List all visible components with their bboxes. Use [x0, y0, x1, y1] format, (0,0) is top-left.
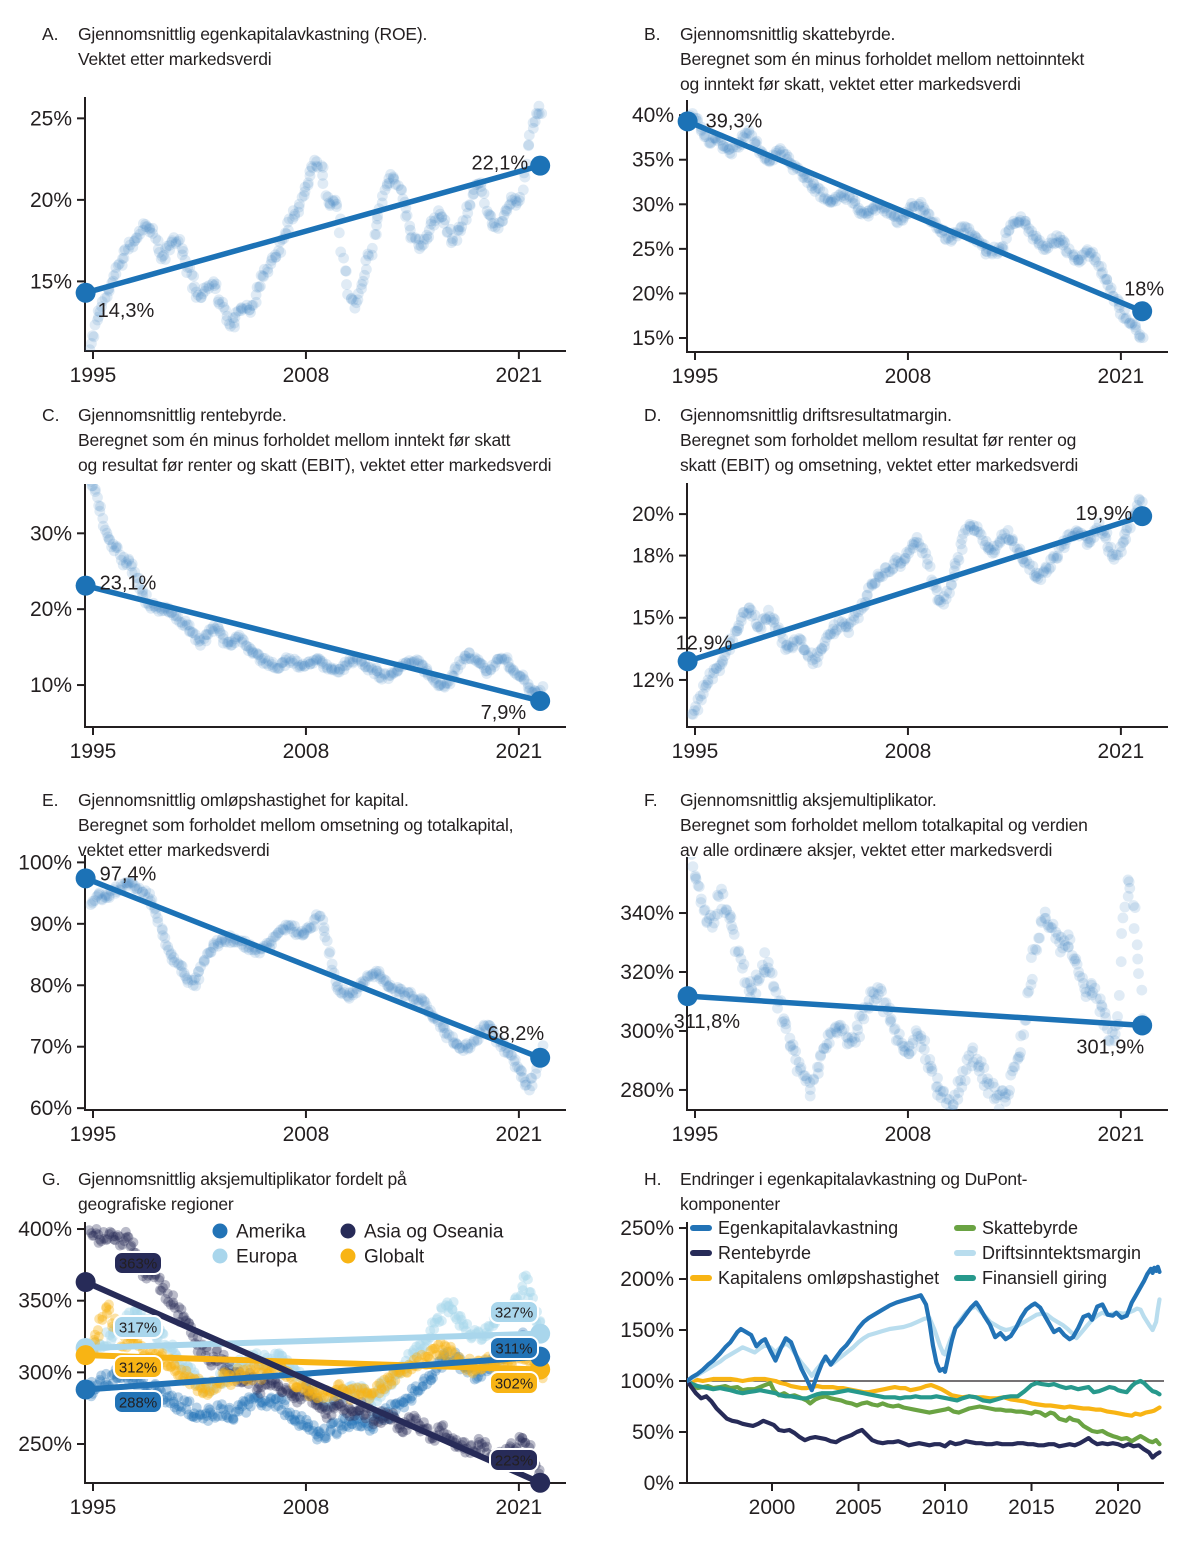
legend-label: Europa — [236, 1246, 298, 1268]
svg-text:363%: 363% — [118, 1255, 158, 1273]
legend-label: Driftsinntektsmargin — [982, 1243, 1142, 1263]
legend — [690, 1218, 1141, 1288]
title-line: Gjennomsnittlig driftsresultatmargin. — [680, 405, 952, 425]
panel-dupont-endringer — [602, 1155, 1203, 1551]
title-line: Gjennomsnittlig aksjemultiplikator fordelt på — [78, 1169, 407, 1189]
svg-text:1995: 1995 — [69, 740, 117, 763]
trend-value-label: 23,1% — [99, 572, 157, 595]
panel-letter: B. — [644, 24, 661, 44]
title-line: Beregnet som forholdet mellom omsetning og totalkapital, — [78, 815, 514, 835]
trend-start-dot — [76, 1380, 96, 1400]
title-line: og inntekt før skatt, vektet etter markedsverdi — [680, 74, 1021, 94]
svg-text:1995: 1995 — [69, 1496, 117, 1519]
svg-text:60%: 60% — [29, 1097, 72, 1121]
trend-end-dot — [1132, 506, 1152, 526]
trend-start-dot — [76, 283, 96, 303]
panel-skattebyrde — [602, 0, 1203, 385]
svg-text:20%: 20% — [631, 503, 674, 527]
legend-dash — [690, 1225, 712, 1231]
trend-start-dot — [678, 111, 698, 131]
panel-omlopshastighet — [0, 770, 601, 1155]
trend-end-dot — [1132, 301, 1152, 321]
svg-text:2008: 2008 — [282, 1496, 330, 1519]
svg-text:200%: 200% — [620, 1268, 674, 1292]
svg-text:2010: 2010 — [921, 1496, 969, 1519]
svg-text:150%: 150% — [620, 1319, 674, 1343]
svg-text:90%: 90% — [29, 912, 72, 936]
svg-text:1995: 1995 — [671, 740, 719, 763]
svg-text:2008: 2008 — [884, 740, 932, 763]
svg-text:80%: 80% — [29, 974, 72, 998]
trend-end-dot — [1132, 1015, 1152, 1035]
trend-start-dot — [76, 868, 96, 888]
svg-text:250%: 250% — [620, 1217, 674, 1241]
legend-dash — [690, 1275, 712, 1281]
title-line: Vektet etter markedsverdi — [78, 49, 272, 69]
svg-text:18%: 18% — [631, 544, 674, 568]
svg-text:400%: 400% — [18, 1218, 72, 1242]
svg-text:35%: 35% — [631, 148, 674, 172]
svg-text:25%: 25% — [631, 237, 674, 261]
trend-value-label: 18% — [1124, 278, 1165, 301]
trend-value-label: 39,3% — [705, 110, 763, 133]
svg-text:2000: 2000 — [748, 1496, 796, 1519]
svg-text:20%: 20% — [29, 598, 72, 622]
svg-text:280%: 280% — [620, 1078, 674, 1102]
title-line: Beregnet som én minus forholdet mellom nettoinntekt — [680, 49, 1085, 69]
svg-text:2021: 2021 — [1097, 1123, 1145, 1146]
legend-label: Globalt — [364, 1246, 425, 1268]
svg-text:300%: 300% — [18, 1361, 72, 1385]
scatter-cloud — [686, 849, 1148, 1118]
panel-letter: C. — [42, 405, 60, 425]
svg-text:40%: 40% — [631, 104, 674, 128]
svg-text:317%: 317% — [118, 1319, 158, 1337]
trend-start-dot — [76, 576, 96, 596]
title-line: Gjennomsnittlig rentebyrde. — [78, 405, 287, 425]
trend-end-dot — [530, 1473, 550, 1493]
legend-dot — [341, 1249, 356, 1264]
panel-letter: G. — [42, 1169, 61, 1189]
svg-text:100%: 100% — [620, 1370, 674, 1394]
svg-text:20%: 20% — [631, 282, 674, 306]
legend — [213, 1222, 504, 1268]
svg-text:30%: 30% — [29, 522, 72, 546]
svg-text:2008: 2008 — [282, 740, 330, 763]
svg-text:2008: 2008 — [282, 1123, 330, 1146]
title-line: Beregnet som forholdet mellom resultat før renter og — [680, 430, 1077, 450]
series-teal — [687, 1381, 1159, 1401]
svg-text:2008: 2008 — [884, 1123, 932, 1146]
svg-text:1995: 1995 — [671, 365, 719, 385]
svg-text:2015: 2015 — [1008, 1496, 1055, 1519]
svg-text:15%: 15% — [631, 606, 674, 630]
panel-skattebyrde-title — [644, 22, 1084, 97]
legend-label: Asia og Oseania — [364, 1221, 504, 1243]
svg-text:70%: 70% — [29, 1035, 72, 1059]
svg-text:100%: 100% — [18, 851, 72, 875]
panel-aksjemultiplikator-title — [644, 788, 1088, 863]
trend-start-dot — [76, 1345, 96, 1365]
title-line: av alle ordinære aksjer, vektet etter markedsverdi — [680, 840, 1053, 860]
legend-dash — [954, 1250, 976, 1256]
title-line: Gjennomsnittlig skattebyrde. — [680, 24, 896, 44]
svg-text:2021: 2021 — [495, 740, 543, 763]
svg-text:327%: 327% — [494, 1304, 534, 1322]
panel-letter: E. — [42, 790, 59, 810]
svg-text:312%: 312% — [118, 1359, 158, 1377]
trend-value-label: 22,1% — [471, 152, 529, 175]
panel-letter: F. — [644, 790, 658, 810]
panel-driftsresultatmargin — [602, 385, 1203, 770]
svg-text:1995: 1995 — [69, 364, 117, 385]
svg-text:2021: 2021 — [495, 364, 543, 385]
svg-text:20%: 20% — [29, 188, 72, 212]
trend-end-dot — [530, 691, 550, 711]
legend-dash — [690, 1250, 712, 1256]
svg-text:2008: 2008 — [282, 364, 330, 385]
svg-text:350%: 350% — [18, 1289, 72, 1313]
legend-dash — [954, 1275, 976, 1281]
svg-text:2005: 2005 — [835, 1496, 882, 1519]
line-series — [687, 1267, 1159, 1458]
svg-text:2021: 2021 — [495, 1123, 543, 1146]
svg-text:10%: 10% — [29, 674, 72, 698]
svg-text:1995: 1995 — [671, 1123, 719, 1146]
panel-letter: H. — [644, 1169, 662, 1189]
panel-rentebyrde — [0, 385, 601, 770]
trend-value-label: 19,9% — [1075, 503, 1133, 526]
svg-text:12%: 12% — [631, 668, 674, 692]
panel-omlopshastighet-title — [42, 788, 513, 863]
svg-text:50%: 50% — [631, 1421, 674, 1445]
trend-value-label: 301,9% — [1076, 1036, 1145, 1059]
legend-dot — [213, 1249, 228, 1264]
title-line: komponenter — [680, 1194, 780, 1214]
panel-driftsresultatmargin-title — [644, 403, 1078, 478]
trend-line — [678, 111, 1153, 321]
svg-text:223%: 223% — [494, 1452, 534, 1470]
svg-text:2008: 2008 — [884, 365, 932, 385]
panel-dupont-endringer-title — [644, 1167, 1027, 1217]
legend-label: Rentebyrde — [718, 1243, 812, 1263]
legend-label: Finansiell giring — [982, 1268, 1108, 1288]
legend-label: Egenkapitalavkastning — [718, 1218, 899, 1238]
legend-label: Skattebyrde — [982, 1218, 1079, 1238]
scatter-cloud — [686, 494, 1147, 720]
series-h_lightblue — [687, 1299, 1159, 1381]
trend-end-dot — [530, 1048, 550, 1068]
svg-text:30%: 30% — [631, 193, 674, 217]
legend-label: Kapitalens omløpshastighet — [718, 1268, 940, 1288]
panel-rentebyrde-title — [42, 403, 551, 478]
title-line: geografiske regioner — [78, 1194, 234, 1214]
svg-text:2020: 2020 — [1094, 1496, 1142, 1519]
title-line: vektet etter markedsverdi — [78, 840, 270, 860]
svg-text:288%: 288% — [118, 1394, 158, 1412]
legend-dot — [213, 1224, 228, 1239]
panel-roe — [0, 0, 601, 385]
panel-letter: A. — [42, 24, 59, 44]
title-line: Beregnet som forholdet mellom totalkapital og verdien — [680, 815, 1088, 835]
svg-text:320%: 320% — [620, 961, 674, 984]
title-line: Gjennomsnittlig aksjemultiplikator. — [680, 790, 937, 810]
trend-value-label: 311,8% — [673, 1011, 740, 1034]
trend-start-dot — [678, 986, 698, 1006]
title-line: Beregnet som én minus forholdet mellom inntekt før skatt — [78, 430, 511, 450]
svg-text:15%: 15% — [631, 327, 674, 351]
title-line: Gjennomsnittlig egenkapitalavkastning (ROE). — [78, 24, 428, 44]
legend-dash — [954, 1225, 976, 1231]
panel-aksjemultiplikator-regioner-title — [42, 1167, 407, 1217]
panel-aksjemultiplikator-regioner — [0, 1155, 601, 1551]
title-line: Gjennomsnittlig omløpshastighet for kapital. — [78, 790, 409, 810]
trend-value-label: 68,2% — [487, 1022, 545, 1045]
trend-value-label: 7,9% — [480, 701, 527, 724]
svg-text:250%: 250% — [18, 1433, 72, 1457]
trend-value-label: 12,9% — [675, 632, 733, 655]
svg-text:302%: 302% — [494, 1375, 534, 1393]
trend-end-dot — [530, 156, 550, 176]
axis — [30, 97, 566, 385]
panel-aksjemultiplikator — [602, 770, 1203, 1155]
svg-text:25%: 25% — [29, 107, 72, 131]
title-line: skatt (EBIT) og omsetning, vektet etter markedsverdi — [680, 455, 1079, 475]
title-line: og resultat før renter og skatt (EBIT), vektet etter markedsverdi — [78, 455, 552, 475]
title-line: Endringer i egenkapitalavkastning og DuPont- — [680, 1169, 1028, 1189]
svg-text:311%: 311% — [495, 1340, 533, 1358]
trend-start-dot — [76, 1272, 96, 1292]
trend-value-label: 14,3% — [97, 299, 155, 322]
svg-text:2021: 2021 — [1097, 365, 1145, 385]
scatter-cloud — [685, 108, 1149, 343]
svg-text:1995: 1995 — [69, 1123, 117, 1146]
panel-letter: D. — [644, 405, 662, 425]
svg-text:2021: 2021 — [495, 1496, 543, 1519]
svg-text:15%: 15% — [29, 270, 72, 294]
trend-value-label: 97,4% — [99, 863, 157, 886]
svg-text:300%: 300% — [620, 1019, 674, 1043]
scatter-cloud — [85, 877, 548, 1096]
svg-text:2021: 2021 — [1097, 740, 1145, 763]
panel-roe-title — [42, 22, 427, 72]
svg-text:0%: 0% — [643, 1472, 674, 1495]
svg-text:340%: 340% — [620, 902, 674, 926]
legend-label: Amerika — [236, 1221, 306, 1243]
legend-dot — [341, 1224, 356, 1239]
